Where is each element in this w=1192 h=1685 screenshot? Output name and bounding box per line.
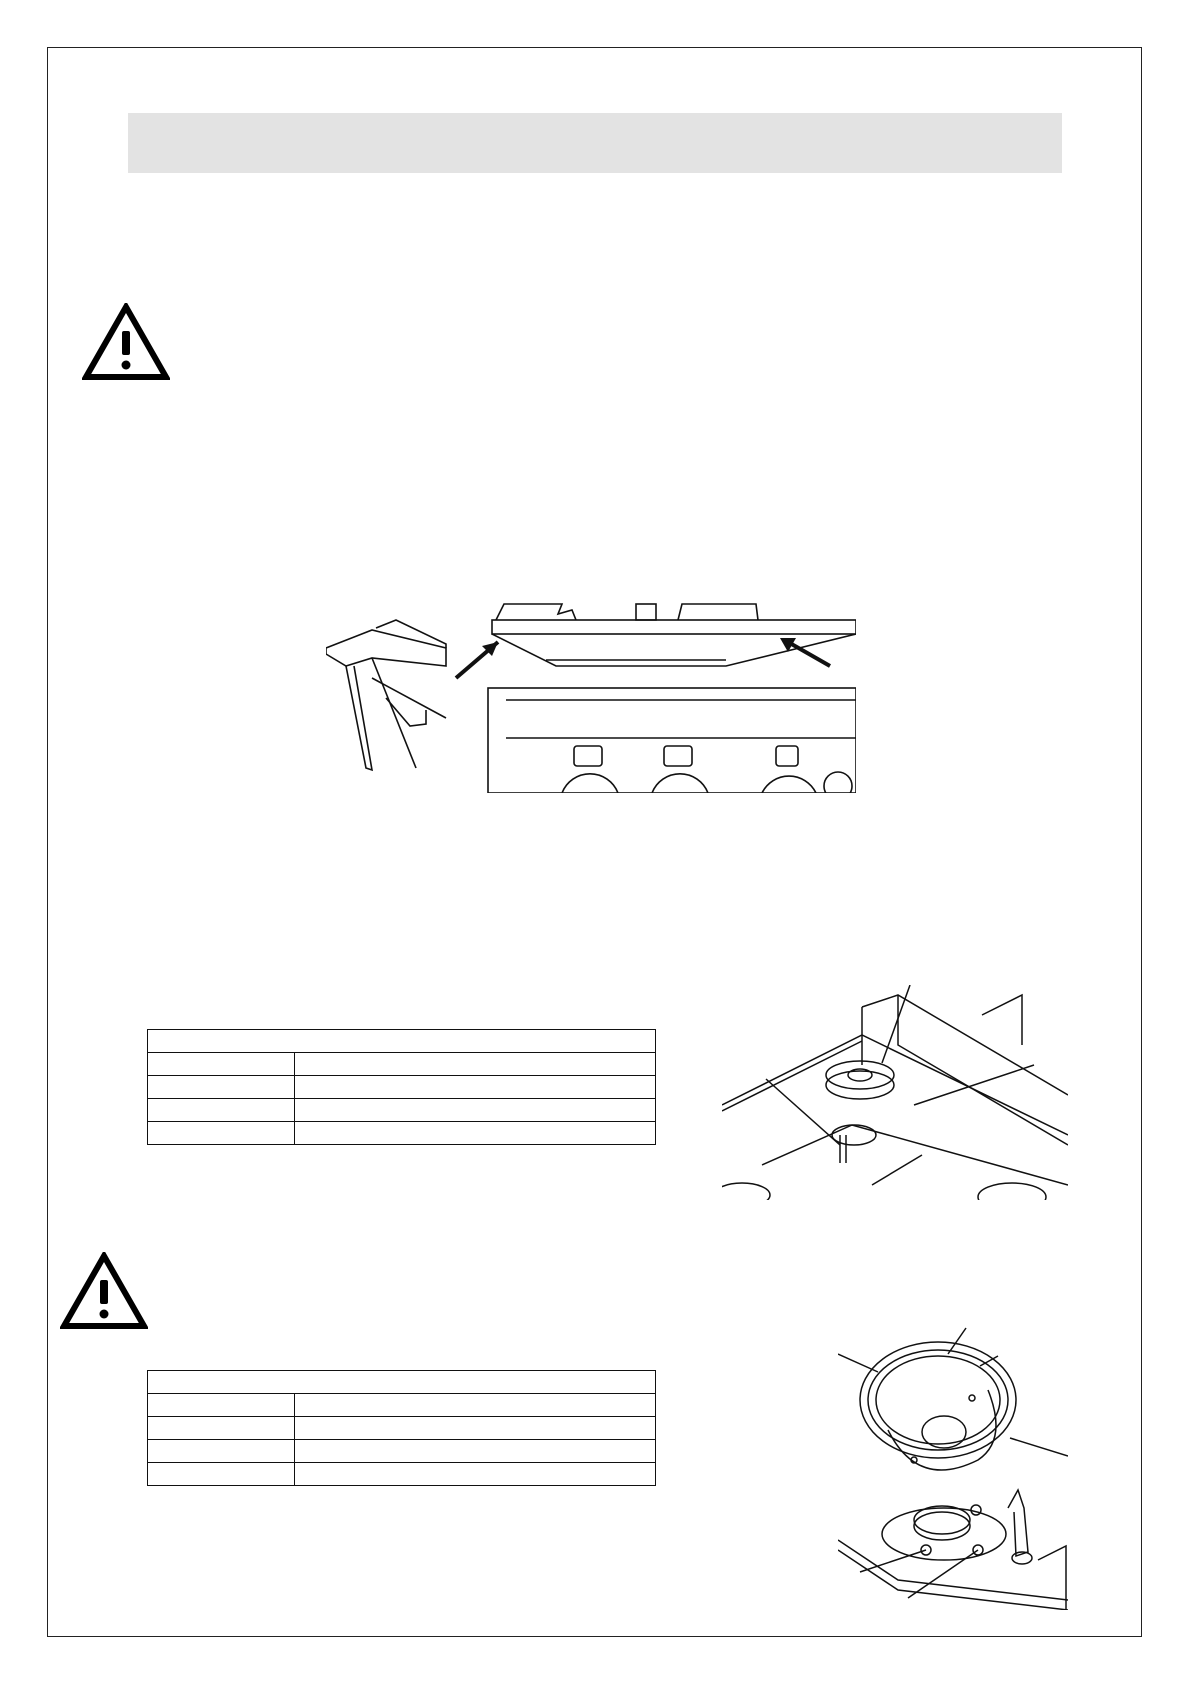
table-row (148, 1417, 656, 1440)
table-header-row (148, 1371, 656, 1394)
table-row (148, 1122, 656, 1145)
table-row (148, 1076, 656, 1099)
burner-exploded-illustration (838, 1320, 1068, 1610)
table-row (148, 1099, 656, 1122)
spec-table-1 (147, 1029, 656, 1145)
table-row (148, 1053, 656, 1076)
table-row (148, 1463, 656, 1486)
table-row (148, 1394, 656, 1417)
hob-lid-illustration (326, 598, 856, 793)
warning-icon (82, 303, 170, 386)
spec-table-2 (147, 1370, 656, 1486)
section-header-band (128, 113, 1062, 173)
table-row (148, 1440, 656, 1463)
table-header-row (148, 1030, 656, 1053)
warning-icon (60, 1252, 148, 1335)
burner-installation-illustration (722, 985, 1068, 1200)
